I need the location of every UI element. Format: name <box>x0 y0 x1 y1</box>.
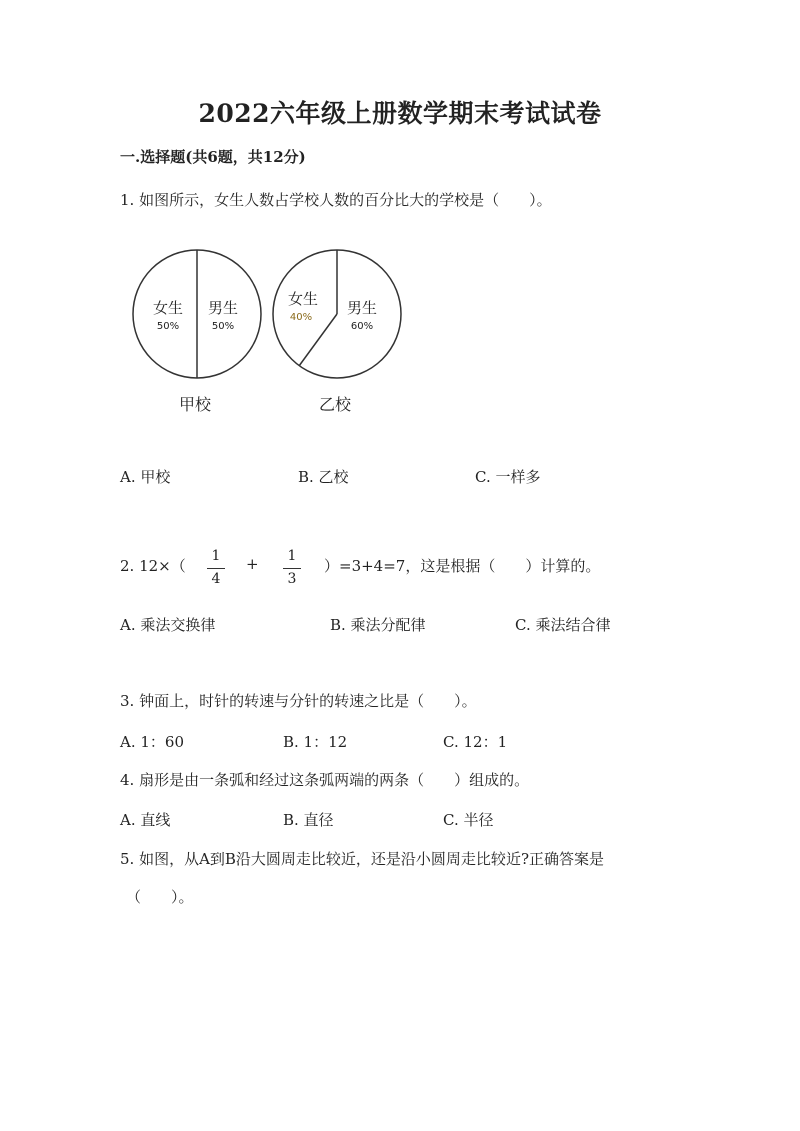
q4-option-b: B. 直径 <box>283 811 334 829</box>
pie-b-girl-pct: 40% <box>289 312 313 323</box>
plus-sign: + <box>246 555 259 573</box>
pie-a-girl-pct: 50% <box>156 321 180 332</box>
q4-option-a: A. 直线 <box>120 811 171 829</box>
pie-b-boy-pct: 60% <box>350 321 374 332</box>
section-heading: 一.选择题(共6题，共12分) <box>120 148 306 166</box>
pie-b-girl-label: 女生 <box>287 290 319 308</box>
pie-figure <box>125 240 415 420</box>
pie-a-name: 甲校 <box>178 395 212 414</box>
fraction-2-denominator: 3 <box>287 571 297 587</box>
pie-b-name: 乙校 <box>318 395 352 414</box>
pie-a-boy-pct: 50% <box>211 321 235 332</box>
q1-option-c: C. 一样多 <box>475 468 541 486</box>
q3-option-c: C. 12：1 <box>443 733 508 751</box>
q4-option-c: C. 半径 <box>443 811 494 829</box>
fraction-2-bar <box>283 568 301 569</box>
q3-option-b: B. 1：12 <box>283 733 348 751</box>
question-3-text: 3. 钟面上，时针的转速与分针的转速之比是（ ）。 <box>120 692 477 710</box>
pie-a-girl-label: 女生 <box>152 299 184 317</box>
fraction-2-numerator: 1 <box>287 548 297 564</box>
q2-option-c: C. 乘法结合律 <box>515 616 611 634</box>
pie-a-boy-label: 男生 <box>207 299 239 317</box>
q1-option-b: B. 乙校 <box>298 468 349 486</box>
fraction-1-numerator: 1 <box>211 548 221 564</box>
question-5-line-1: 5. 如图，从A到B沿大圆周走比较近，还是沿小圆周走比较近?正确答案是 <box>120 850 604 868</box>
question-4-text: 4. 扇形是由一条弧和经过这条弧两端的两条（ ）组成的。 <box>120 771 530 789</box>
q2-option-b: B. 乘法分配律 <box>330 616 426 634</box>
question-2-prefix: 2. 12×（ <box>120 557 186 575</box>
question-5-line-2: （ ）。 <box>126 888 194 906</box>
q1-option-a: A. 甲校 <box>120 468 171 486</box>
fraction-1-denominator: 4 <box>211 571 221 587</box>
q3-option-a: A. 1：60 <box>120 733 184 751</box>
fraction-one-quarter <box>205 548 227 589</box>
q2-option-a: A. 乘法交换律 <box>120 616 216 634</box>
page-title: 2022六年级上册数学期末考试试卷 <box>198 99 602 128</box>
fraction-1-bar <box>207 568 225 569</box>
question-2-suffix: ）=3+4=7，这是根据（ ）计算的。 <box>324 557 601 575</box>
question-1-text: 1. 如图所示，女生人数占学校人数的百分比大的学校是（ ）。 <box>120 191 552 209</box>
pie-b-boy-label: 男生 <box>346 299 378 317</box>
fraction-one-third <box>281 548 303 589</box>
